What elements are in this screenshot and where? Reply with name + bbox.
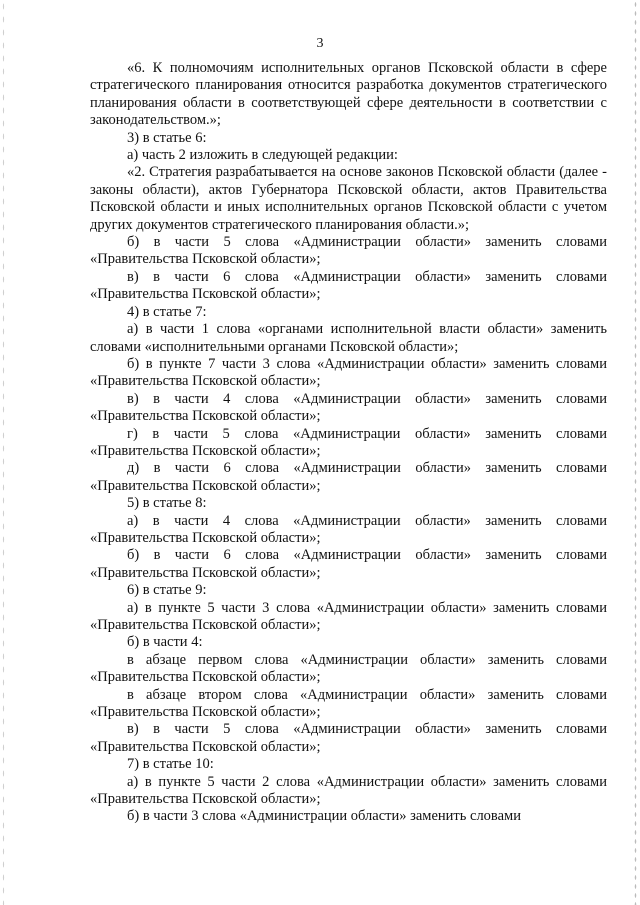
paragraph: в абзаце первом слова «Администрации области» заменить словами «Правительства Псковской области»; [90, 651, 607, 686]
scan-edge-right [634, 0, 637, 905]
paragraph: а) в части 4 слова «Администрации области» заменить словами «Правительства Псковской области»; [90, 512, 607, 546]
paragraph: а) в пункте 5 части 3 слова «Администрации области» заменить словами «Правительства Псковской области»; [90, 599, 607, 633]
page-number: 3 [316, 36, 324, 51]
paragraph: а) в части 1 слова «органами исполнительной власти области» заменить словами «исполнительными органами Псковской области»; [90, 321, 607, 355]
paragraph: в) в части 6 слова «Администрации области» заменить словами «Правительства Псковской области»; [90, 268, 607, 303]
paragraph: а) в пункте 5 части 2 слова «Администрации области» заменить словами «Правительства Псковской области»; [90, 773, 607, 808]
paragraph: 5) в статье 8: [127, 495, 207, 512]
paragraph: «6. К полномочиям исполнительных органов Псковской области в сфере стратегического планирования относится разработка документов стратегического планирования области в соответствующей сфере деятельности в соответствии с законодательством.»; [90, 60, 607, 129]
paragraph: б) в части 3 слова «Администрации области» заменить словами [127, 808, 521, 825]
paragraph: в) в части 5 слова «Администрации области» заменить словами «Правительства Псковской области»; [90, 721, 607, 755]
scan-edge-left [2, 0, 5, 905]
paragraph: б) в пункте 7 части 3 слова «Администрации области» заменить словами «Правительства Псковской области»; [90, 355, 607, 390]
paragraph: в абзаце втором слова «Администрации области» заменить словами «Правительства Псковской области»; [90, 686, 607, 721]
paragraph: «2. Стратегия разрабатывается на основе законов Псковской области (далее - законы области), актов Губернатора Псковской области, актов Правительства Псковской области и иных исполнительных органов Псковской области с учетом других документов стратегического планирования области.»; [90, 164, 607, 233]
paragraph: г) в части 5 слова «Администрации области» заменить словами «Правительства Псковской области»; [90, 425, 607, 459]
paragraph: 6) в статье 9: [127, 582, 207, 599]
paragraph: 3) в статье 6: [127, 129, 207, 146]
paragraph: б) в части 5 слова «Администрации области» заменить словами «Правительства Псковской области»; [90, 234, 607, 268]
paragraph: б) в части 4: [127, 634, 203, 651]
paragraph: в) в части 4 слова «Администрации области» заменить словами «Правительства Псковской области»; [90, 390, 607, 425]
paragraph: д) в части 6 слова «Администрации области» заменить словами «Правительства Псковской области»; [90, 460, 607, 494]
document-body [90, 60, 607, 826]
paragraph: б) в части 6 слова «Администрации области» заменить словами «Правительства Псковской области»; [90, 547, 607, 581]
paragraph: 7) в статье 10: [127, 756, 214, 773]
paragraph: а) часть 2 изложить в следующей редакции: [127, 147, 398, 164]
paragraph: 4) в статье 7: [127, 303, 207, 320]
